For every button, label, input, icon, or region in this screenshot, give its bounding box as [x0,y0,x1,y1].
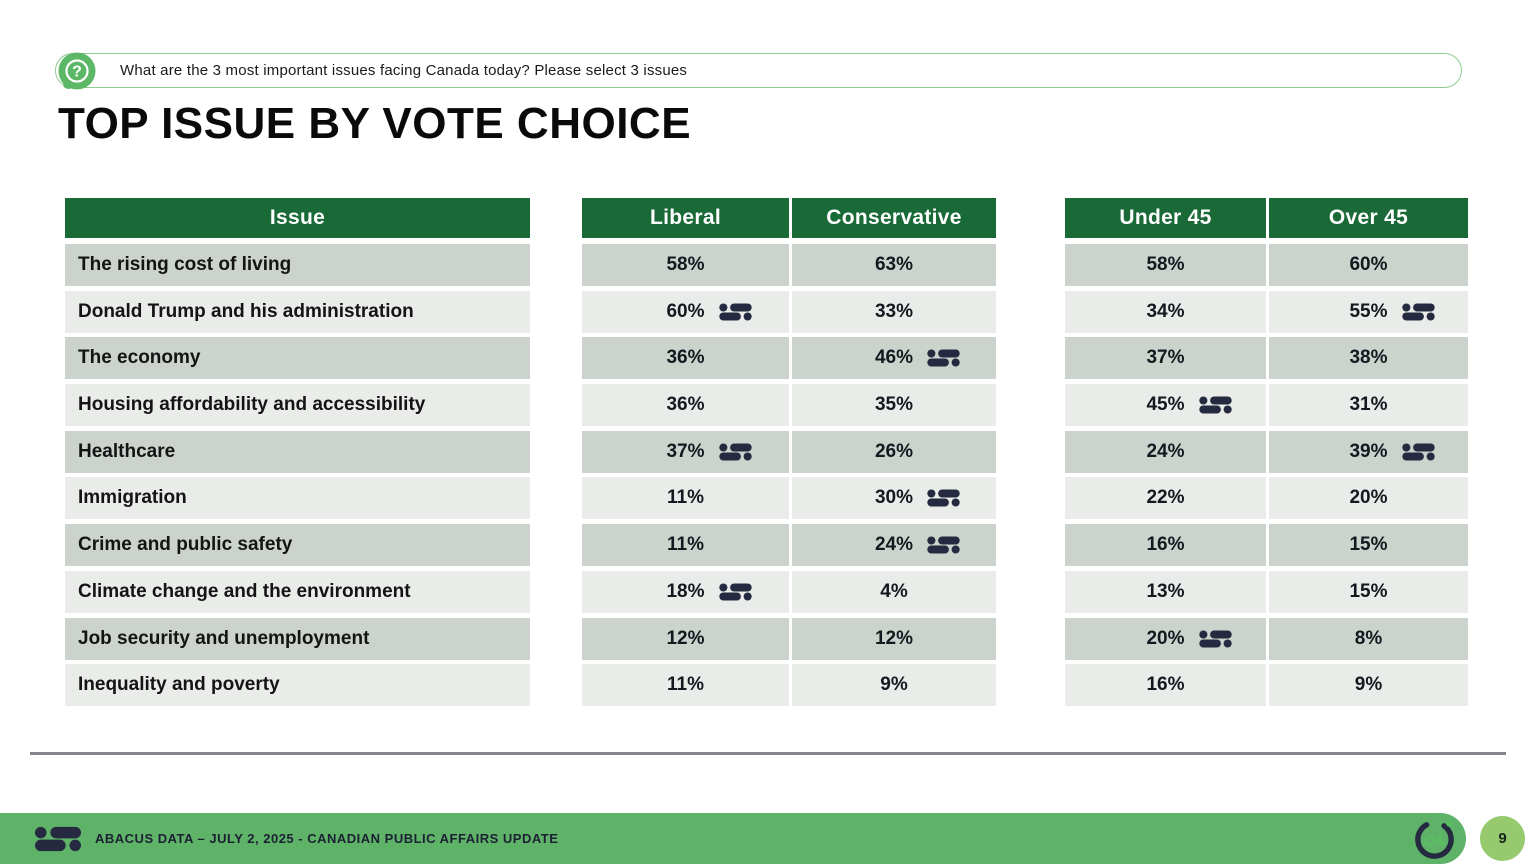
percent-value: 60% [666,300,705,322]
percent-value: 33% [874,300,914,322]
age-row [1065,524,1468,566]
svg-text:?: ? [72,63,82,81]
percent-value: 46% [874,347,914,369]
percent-value: 39% [1349,440,1388,462]
divider-line [30,752,1506,755]
percent-value: 4% [880,580,908,602]
issue-row [65,571,530,613]
percent-value: 20% [1146,627,1185,649]
percent-cell [792,524,996,566]
footer-bar [0,813,1466,864]
abacus-highlight-icon [719,303,752,321]
percent-value: 58% [1146,254,1185,275]
percent-value: 38% [1349,347,1388,369]
under45-column-header: Under 45 [1065,198,1266,238]
percent-cell [792,477,996,519]
issue-label: Crime and public safety [65,524,530,566]
age-row [1065,431,1468,473]
percent-value: 13% [1146,580,1185,602]
issue-row [65,384,530,426]
percent-cell [1269,244,1468,286]
age-row [1065,337,1468,379]
liberal-column-header: Liberal [582,198,789,238]
vote-row [582,244,996,286]
percent-cell [1065,618,1266,660]
percent-value: 12% [666,627,705,649]
issue-label: Climate change and the environment [65,571,530,613]
abacus-highlight-icon [1402,303,1435,321]
percent-cell [792,384,996,426]
vote-choice-table [582,198,996,706]
issue-label: Inequality and poverty [65,664,530,706]
percent-value: 15% [1349,534,1388,556]
vote-row [582,664,996,706]
ca-logo-text: CA [1423,833,1446,850]
percent-value: 15% [1349,580,1388,602]
percent-cell [582,291,789,333]
percent-cell [1269,524,1468,566]
age-row [1065,571,1468,613]
percent-value: 9% [1354,674,1383,696]
issue-row [65,337,530,379]
percent-cell [582,431,789,473]
issue-label: Healthcare [65,431,530,473]
percent-cell [1065,477,1266,519]
percent-value: 34% [1146,300,1185,322]
age-row [1065,618,1468,660]
percent-value: 45% [1146,394,1185,416]
percent-cell [1269,664,1468,706]
percent-value: 55% [1349,300,1388,322]
percent-value: 37% [666,440,705,462]
percent-value: 24% [1146,440,1185,462]
percent-value: 9% [880,674,908,696]
percent-cell [1065,664,1266,706]
percent-cell [582,571,789,613]
percent-cell [792,431,996,473]
percent-value: 36% [666,347,705,369]
age-row [1065,477,1468,519]
issue-row [65,618,530,660]
percent-cell [582,618,789,660]
issue-row [65,431,530,473]
age-row [1065,244,1468,286]
percent-value: 11% [667,487,704,509]
percent-value: 11% [667,674,704,696]
issue-table [65,198,530,706]
page-title: TOP ISSUE BY VOTE CHOICE [58,99,692,148]
percent-cell [1269,337,1468,379]
percent-value: 31% [1349,394,1388,416]
percent-value: 12% [874,627,914,649]
percent-cell [792,244,996,286]
percent-cell [792,337,996,379]
age-row [1065,291,1468,333]
percent-cell [582,477,789,519]
percent-cell [1269,291,1468,333]
issue-label: The economy [65,337,530,379]
percent-cell [1269,431,1468,473]
issue-row [65,291,530,333]
question-text: What are the 3 most important issues facing Canada today? Please select 3 issues [120,62,688,79]
abacus-logo-icon [35,826,81,852]
percent-cell [1269,618,1468,660]
percent-value: 63% [874,254,914,275]
vote-row [582,291,996,333]
percent-value: 36% [666,394,705,416]
percent-value: 8% [1354,627,1383,649]
conservative-column-header: Conservative [792,198,996,238]
abacus-highlight-icon [1402,443,1435,461]
vote-row [582,618,996,660]
percent-cell [1269,477,1468,519]
issue-row [65,524,530,566]
percent-cell [582,244,789,286]
percent-value: 60% [1349,254,1388,275]
vote-row [582,431,996,473]
question-mark-icon [57,51,97,91]
vote-row [582,571,996,613]
page-number-badge: 9 [1480,816,1525,861]
issue-row [65,664,530,706]
issue-row [65,477,530,519]
issue-label: Immigration [65,477,530,519]
issue-label: Housing affordability and accessibility [65,384,530,426]
percent-cell [1065,244,1266,286]
abacus-highlight-icon [1199,396,1232,414]
percent-value: 16% [1146,674,1185,696]
percent-cell [1065,431,1266,473]
percent-cell [1269,571,1468,613]
percent-cell [582,524,789,566]
abacus-highlight-icon [927,349,960,367]
age-row [1065,664,1468,706]
abacus-highlight-icon [927,489,960,507]
percent-cell [792,664,996,706]
percent-value: 16% [1146,534,1185,556]
percent-value: 11% [667,534,704,556]
percent-value: 24% [874,534,914,556]
percent-cell [1065,337,1266,379]
percent-value: 37% [1146,347,1185,369]
percent-cell [792,291,996,333]
percent-cell [582,384,789,426]
abacus-highlight-icon [1199,630,1232,648]
age-row [1065,384,1468,426]
percent-cell [792,571,996,613]
vote-row [582,524,996,566]
issue-label: Job security and unemployment [65,618,530,660]
percent-cell [1269,384,1468,426]
over45-column-header: Over 45 [1269,198,1468,238]
percent-cell [1065,384,1266,426]
percent-cell [1065,291,1266,333]
abacus-highlight-icon [719,443,752,461]
abacus-highlight-icon [927,536,960,554]
percent-value: 35% [874,394,914,416]
vote-row [582,477,996,519]
percent-cell [582,664,789,706]
age-group-table [1065,198,1468,706]
footer-text: ABACUS DATA – JULY 2, 2025 - CANADIAN PUBLIC AFFAIRS UPDATE [95,831,559,846]
percent-value: 30% [874,487,914,509]
percent-cell [1065,571,1266,613]
issue-label: Donald Trump and his administration [65,291,530,333]
vote-row [582,384,996,426]
percent-cell [1065,524,1266,566]
percent-value: 20% [1349,487,1388,509]
issue-label: The rising cost of living [65,244,530,286]
percent-value: 18% [666,580,705,602]
ca-circle-logo-icon [1411,815,1458,862]
question-banner [55,53,1462,88]
percent-cell [792,618,996,660]
percent-value: 58% [666,254,705,275]
percent-cell [582,337,789,379]
issue-row [65,244,530,286]
percent-value: 26% [874,440,914,462]
vote-row [582,337,996,379]
issue-column-header: Issue [65,198,530,238]
percent-value: 22% [1146,487,1185,509]
abacus-highlight-icon [719,583,752,601]
